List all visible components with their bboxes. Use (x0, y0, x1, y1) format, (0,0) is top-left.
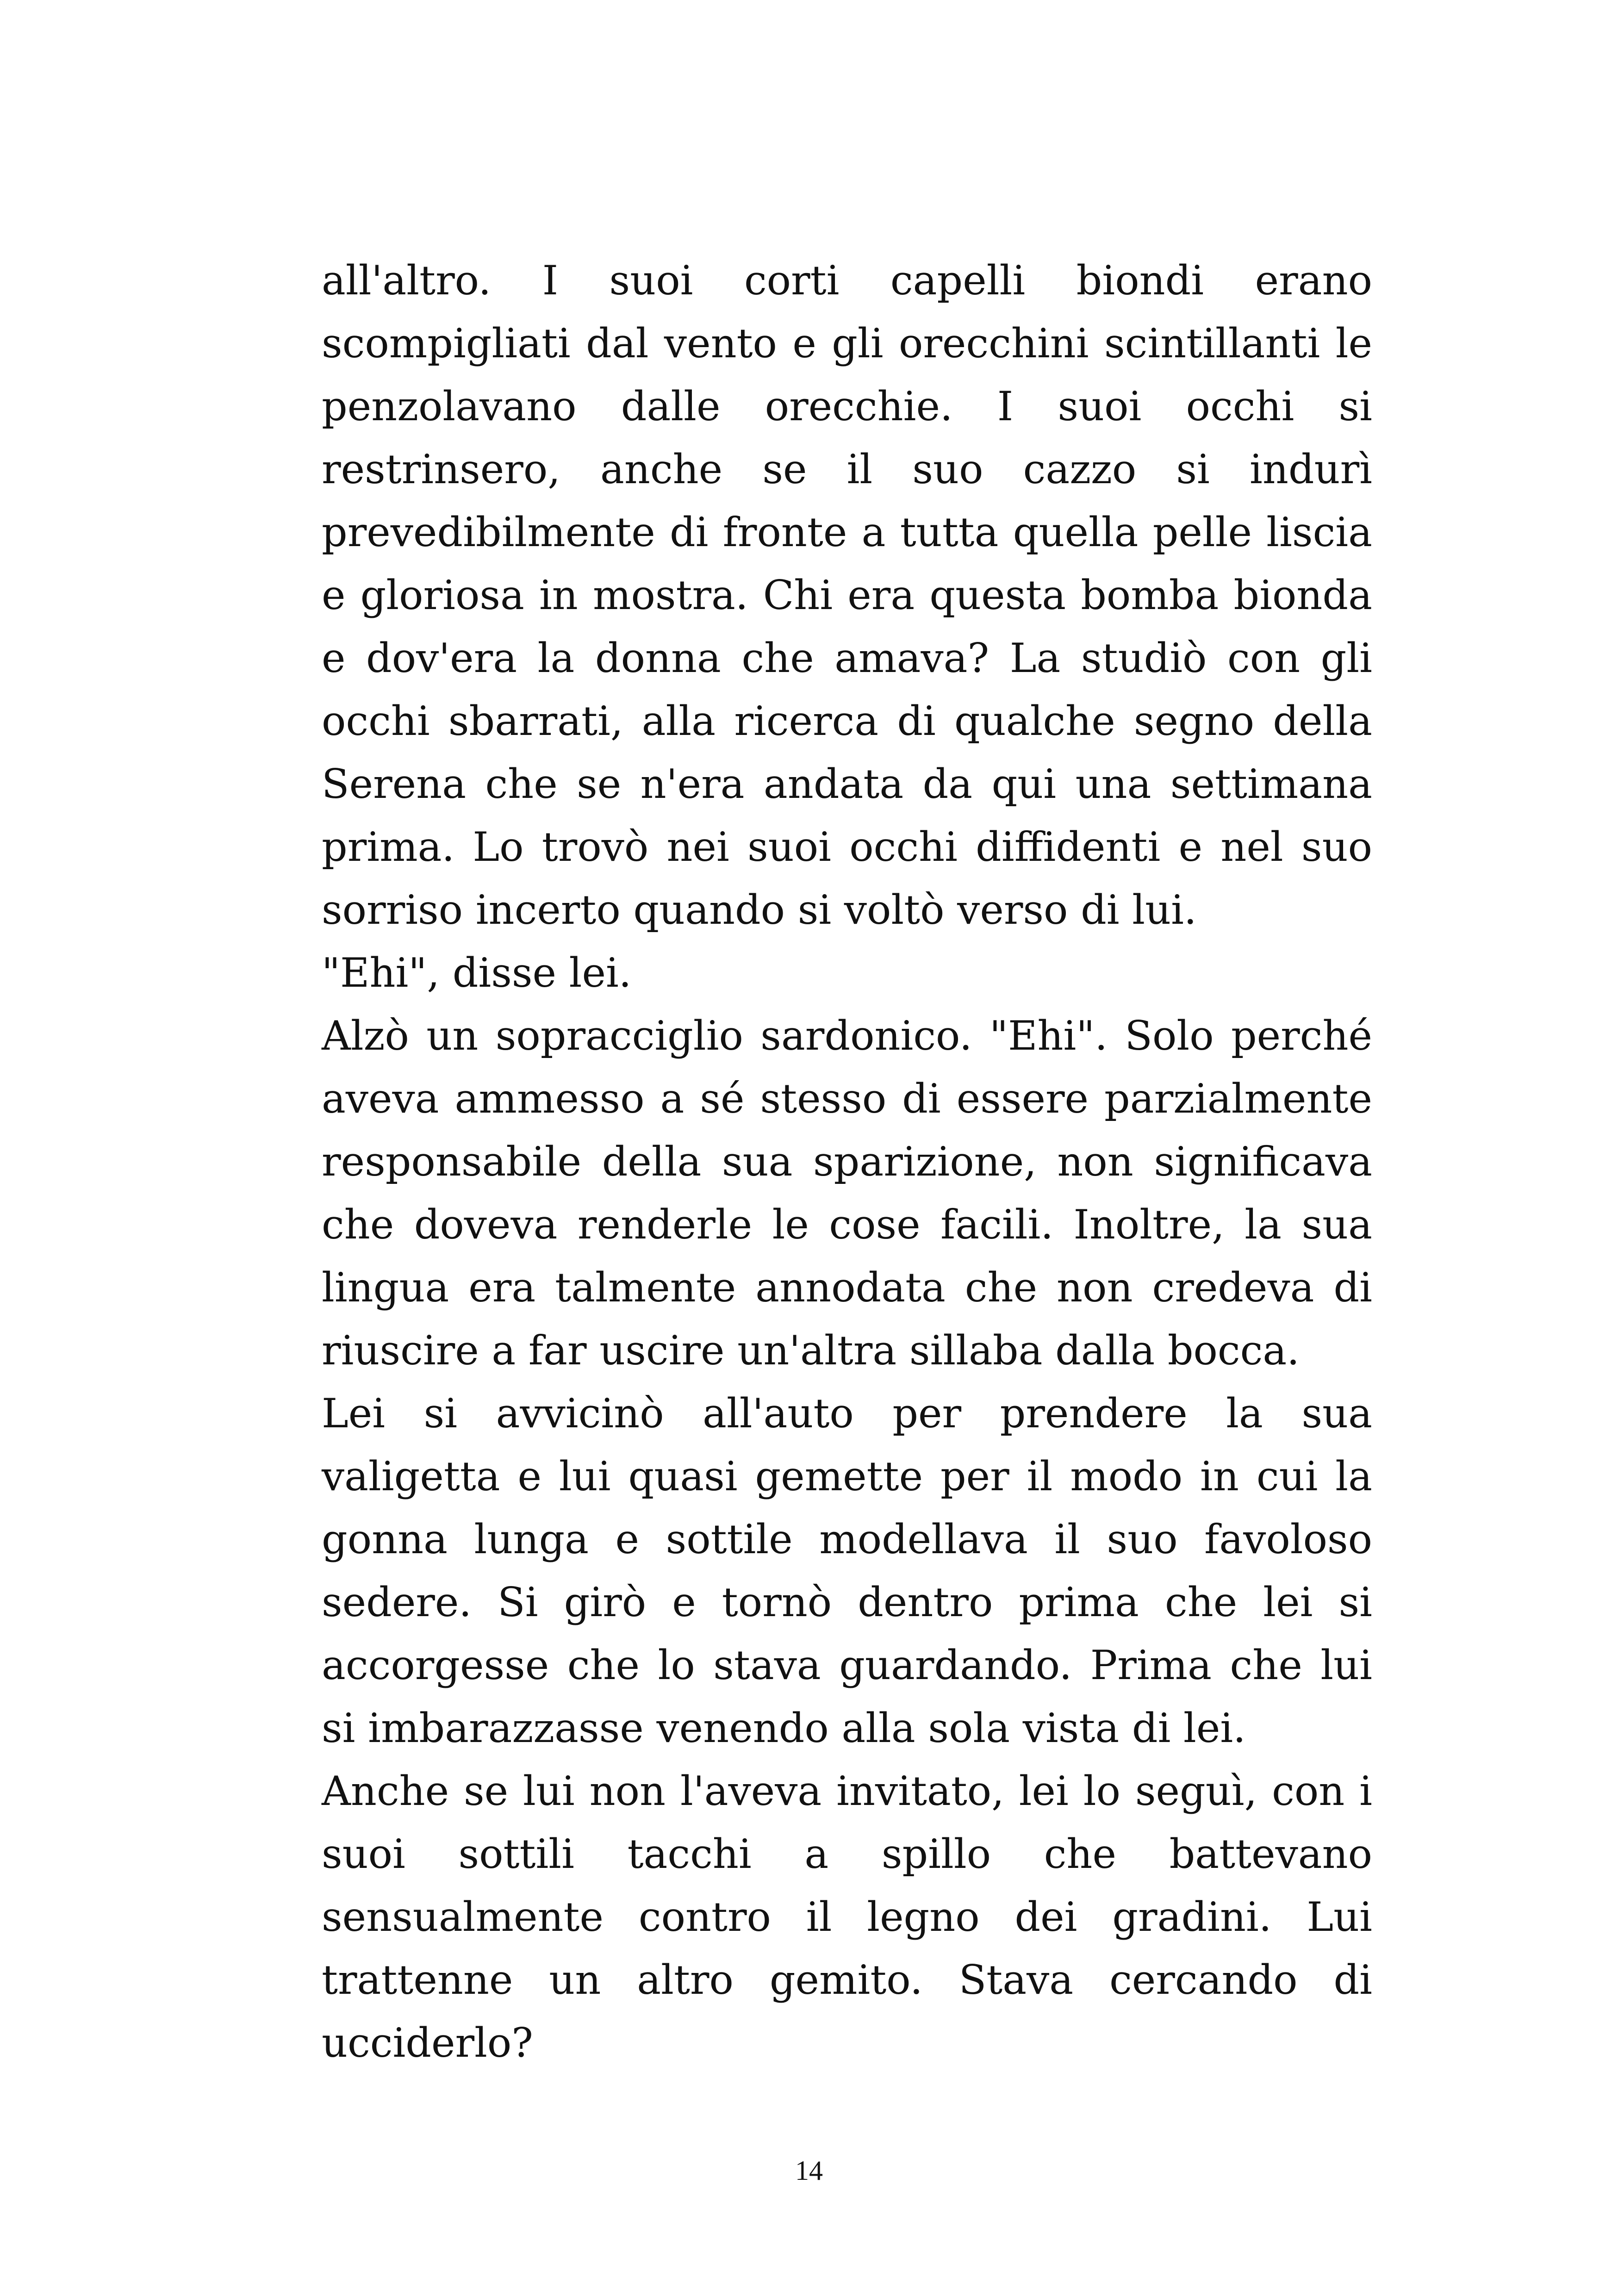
paragraph-4: Lei si avvicinò all'auto per prendere la sua valigetta e lui quasi gemette per il modo in cui la gonna lunga e sottile modellava il suo favoloso sedere. Si girò e tornò dentro prima che lei si accorgesse che lo stava guardando. Prima che lui si imbarazzasse venendo alla sola vista di lei. (322, 1390, 1372, 1752)
page-number: 14 (795, 2155, 823, 2186)
paragraph-5: Anche se lui non l'aveva invitato, lei lo seguì, con i suoi sottili tacchi a spillo che battevano sensualmente contro il legno dei gradini. Lui trattenne un altro gemito. Stava cercando di ucciderlo? (322, 1767, 1372, 2066)
paragraph-3: Alzò un sopracciglio sardonico. "Ehi". Solo perché aveva ammesso a sé stesso di essere parzialmente responsabile della sua sparizione, non significava che doveva renderle le cose facili. Inoltre, la sua lingua era talmente annodata che non credeva di riuscire a far uscire un'altra sillaba dalla bocca. (322, 1012, 1372, 1374)
paragraph-1: all'altro. I suoi corti capelli biondi erano scompigliati dal vento e gli orecchini scintillanti le penzolavano dalle orecchie. I suoi occhi si restrinsero, anche se il suo cazzo si indurì prevedibilmente di fronte a tutta quella pelle liscia e gloriosa in mostra. Chi era questa bomba bionda e dov'era la donna che amava? La studiò con gli occhi sbarrati, alla ricerca di qualche segno della Serena che se n'era andata da qui una settimana prima. Lo trovò nei suoi occhi diffidenti e nel suo sorriso incerto quando si voltò verso di lui. (322, 257, 1372, 933)
paragraph-2: "Ehi", disse lei. (322, 949, 632, 996)
body-text (322, 249, 1372, 2074)
